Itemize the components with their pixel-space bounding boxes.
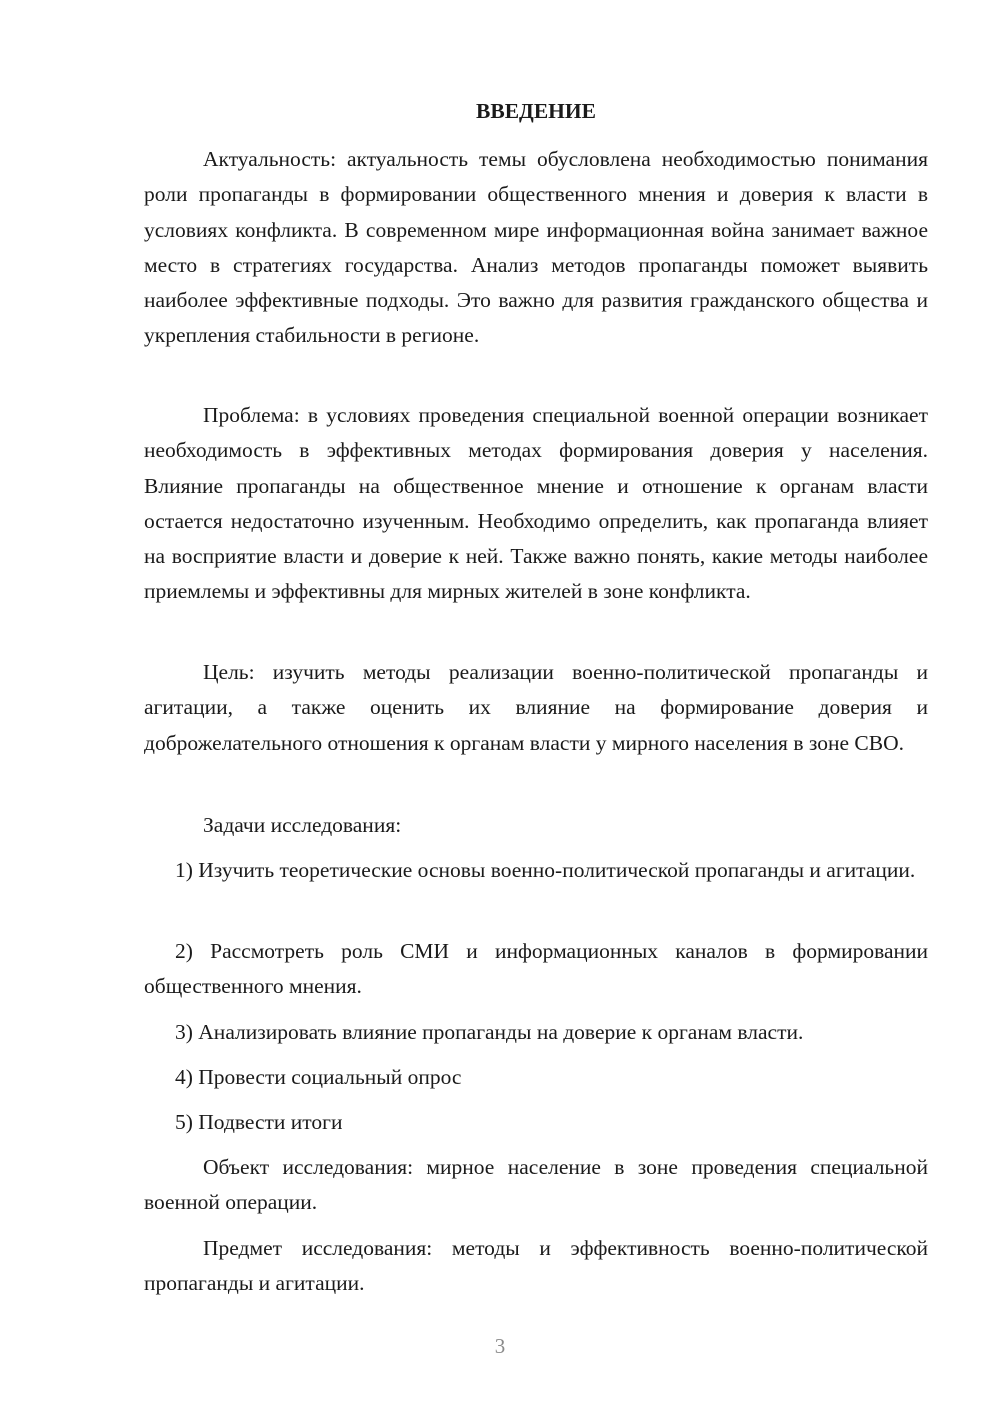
subject-paragraph: Предмет исследования: методы и эффективность военно-политической пропаганды и агитации. — [144, 1236, 928, 1296]
task-item-3-block — [144, 1015, 928, 1050]
relevance-paragraph-block — [144, 142, 928, 354]
page-number: 3 — [494, 1334, 506, 1358]
task-item: 5) Подвести итоги — [175, 1110, 343, 1134]
goal-paragraph-block — [144, 655, 928, 761]
object-paragraph-block — [144, 1150, 928, 1221]
task-item-4-block — [144, 1060, 928, 1095]
problem-paragraph: Проблема: в условиях проведения специальной военной операции возникает необходимость в эффективных методах формирования доверия у населения. Влияние пропаганды на общественное мнение и отношение к органам власти остается недостаточно изученным. Необходимо определить, как пропаганда влияет на восприятие власти и доверие к ней. Также важно понять, какие методы наиболее приемлемы и эффективны для мирных жителей в зоне конфликта. — [144, 403, 928, 604]
task-item-1-block — [144, 853, 928, 888]
tasks-title: Задачи исследования: — [203, 813, 402, 837]
task-item: 2) Рассмотреть роль СМИ и информационных каналов в формировании общественного мнения. — [144, 939, 928, 999]
object-paragraph: Объект исследования: мирное население в зоне проведения специальной военной операции. — [144, 1155, 928, 1215]
task-item-2-block — [144, 934, 928, 1005]
task-item: 4) Провести социальный опрос — [175, 1065, 462, 1089]
problem-paragraph-block — [144, 398, 928, 610]
task-item-5-block — [144, 1105, 928, 1140]
subject-paragraph-block — [144, 1231, 928, 1302]
tasks-title-block — [144, 808, 928, 843]
task-item: 1) Изучить теоретические основы военно-политической пропаганды и агитации. — [175, 858, 916, 882]
relevance-paragraph: Актуальность: актуальность темы обусловлена необходимостью понимания роли пропаганды в формировании общественного мнения и доверия к власти в условиях конфликта. В современном мире информационная война занимает важное место в стратегиях государства. Анализ методов пропаганды поможет выявить наиболее эффективные подходы. Это важно для развития гражданского общества и укрепления стабильности в регионе. — [144, 147, 928, 348]
task-item: 3) Анализировать влияние пропаганды на доверие к органам власти. — [175, 1020, 804, 1044]
goal-paragraph: Цель: изучить методы реализации военно-политической пропаганды и агитации, а также оценить их влияние на формирование доверия и доброжелательного отношения к органам власти у мирного населения в зоне СВО. — [144, 660, 928, 755]
page-heading: ВВЕДЕНИЕ — [476, 99, 596, 123]
